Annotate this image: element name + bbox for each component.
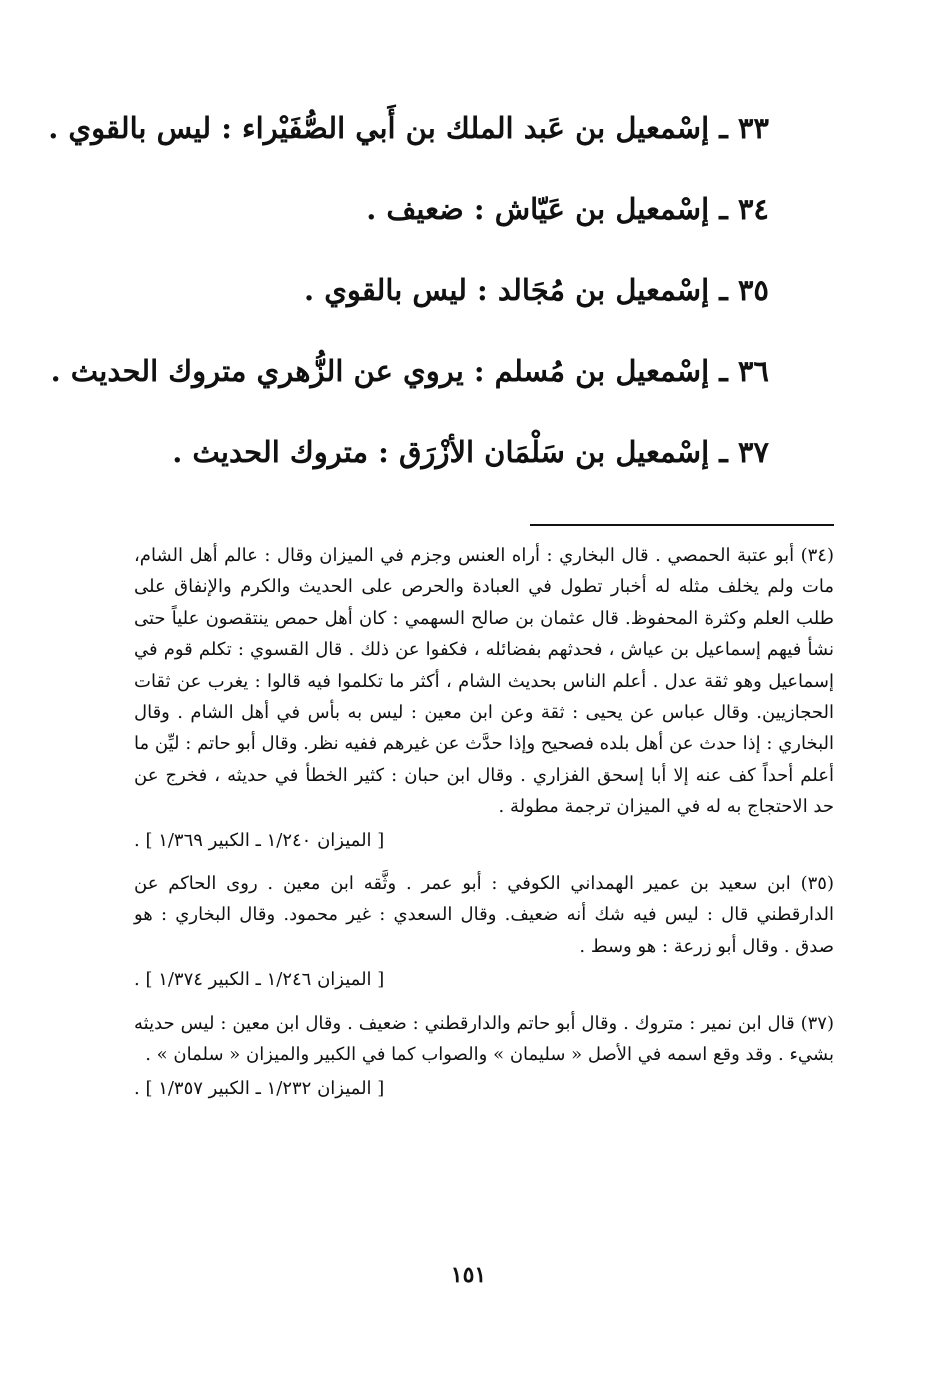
footnote-34-reference: [ الميزان ١/٢٤٠ ـ الكبير ١/٣٦٩ ] . [134,829,385,851]
footnote-34 [134,540,834,856]
footnote-37-reference: [ الميزان ١/٢٣٢ ـ الكبير ١/٣٥٧ ] . [134,1077,385,1099]
footnote-34-text: (٣٤) أبو عتبة الحمصي . قال البخاري : أراه العنس وجزم في الميزان وقال : عالم أهل الشام، مات ولم يخلف مثله له أخبار تطول في العبادة والحرص على الحديث والكرم والإنفاق على طلب العلم وكثرة المحفوظ. قال عثمان بن صالح السهمي : كان أهل حمص ينتقصون علياً حتى نشأ فيهم إسماعيل بن عياش ، فحدثهم بفضائله ، فكفوا عن ذلك . قال القسوي : تكلم قوم في إسماعيل وهو ثقة عدل . أعلم الناس بحديث الشام ، أكثر ما تكلموا فيه قالوا : يغرب عن ثقات الحجازيين. وقال عباس عن يحيى : ثقة وعن ابن معين : ليس به بأس في أهل الشام . وقال البخاري : إذا حدث عن أهل بلده فصحيح وإذا حدَّث عن غيرهم ففيه نظر. وقال أبو حاتم : ليِّن ما أعلم أحداً كف عنه إلا أبا إسحق الفزاري . وقال ابن حبان : كثير الخطأ في حديثه ، فخرج عن حد الاحتجاج به له في الميزان ترجمة مطولة . [134,545,834,818]
entry-34: ٣٤ ـ إسْمعيل بن عَيّاش : ضعيف . [366,192,769,226]
footnotes [134,540,834,1116]
footnote-separator [530,524,834,526]
entry-35: ٣٥ ـ إسْمعيل بن مُجَالد : ليس بالقوي . [304,273,769,307]
footnote-35-text: (٣٥) ابن سعيد بن عمير الهمداني الكوفي : أبو عمر . وثَّقه ابن معين . روى الحاكم عن الدارقطني قال : ليس فيه شك أنه ضعيف. وقال السعدي : غير محمود. وقال البخاري : هو صدق . وقال أبو زرعة : هو وسط . [134,873,834,957]
entry-33: ٣٣ ـ إسْمعيل بن عَبد الملك بن أَبي الصُّفَيْراء : ليس بالقوي . [48,111,769,145]
entry-36: ٣٦ ـ إسْمعيل بن مُسلم : يروي عن الزُّهري متروك الحديث . [50,354,769,388]
footnote-37 [134,1008,834,1104]
footnote-37-text: (٣٧) قال ابن نمير : متروك . وقال أبو حاتم والدارقطني : ضعيف . وقال ابن معين : ليس حديثه بشيء . وقد وقع اسمه في الأصل « سليمان » والصواب كما في الكبير والميزان « سلمان » . [134,1012,834,1066]
narrator-entries [48,108,769,513]
page-number: ١٥١ [450,1262,487,1288]
footnote-35-reference: [ الميزان ١/٢٤٦ ـ الكبير ١/٣٧٤ ] . [134,969,385,991]
entry-37: ٣٧ ـ إسْمعيل بن سَلْمَان الأزْرَق : متروك الحديث . [172,435,769,469]
footnote-35 [134,868,834,996]
